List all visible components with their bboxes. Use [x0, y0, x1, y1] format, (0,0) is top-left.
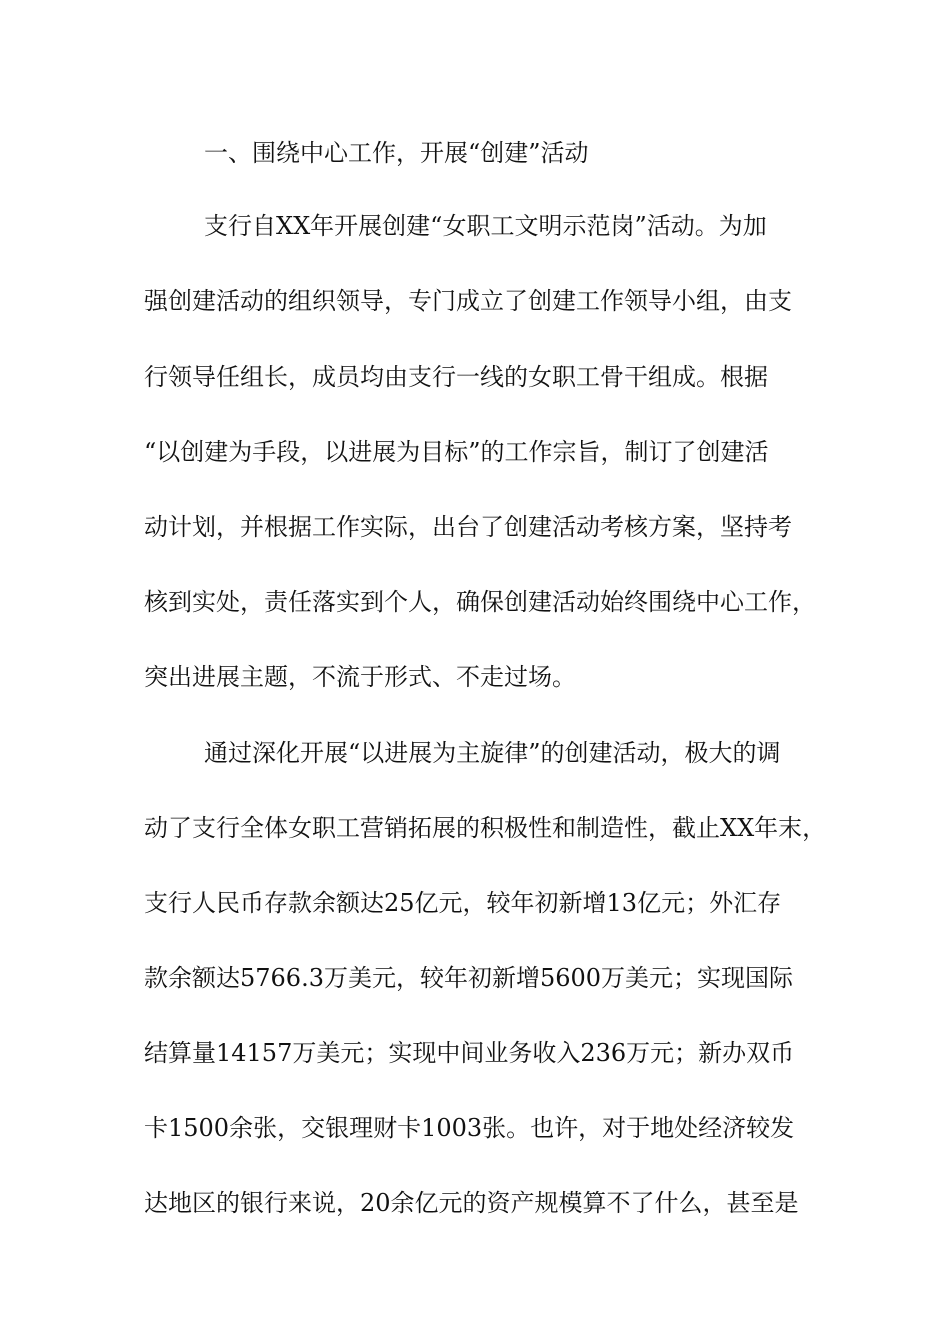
paragraph-2-line-4: 款余额达5766.3万美元，较年初新增5600万美元；实现国际	[144, 964, 794, 992]
paragraph-1-line-4: “以创建为手段，以进展为目标”的工作宗旨，制订了创建活	[144, 438, 769, 466]
paragraph-1-line-2: 强创建活动的组织领导，专门成立了创建工作领导小组，由支	[144, 287, 792, 315]
section-heading: 一、围绕中心工作，开展“创建”活动	[204, 139, 589, 167]
paragraph-1-line-6: 核到实处，责任落实到个人，确保创建活动始终围绕中心工作，	[144, 588, 816, 616]
paragraph-1-line-1: 支行自XX年开展创建“女职工文明示范岗”活动。为加	[204, 212, 767, 240]
paragraph-2-line-5: 结算量14157万美元；实现中间业务收入236万元；新办双币	[144, 1039, 795, 1067]
paragraph-2-line-7: 达地区的银行来说，20余亿元的资产规模算不了什么，甚至是	[144, 1189, 799, 1217]
paragraph-2-line-1: 通过深化开展“以进展为主旋律”的创建活动，极大的调	[204, 739, 781, 767]
paragraph-2-line-2: 动了支行全体女职工营销拓展的积极性和制造性，截止XX年末，	[144, 814, 827, 842]
paragraph-2-line-3: 支行人民币存款余额达25亿元，较年初新增13亿元；外汇存	[144, 889, 782, 917]
paragraph-1-line-3: 行领导任组长，成员均由支行一线的女职工骨干组成。根据	[144, 363, 768, 391]
paragraph-2-line-6: 卡1500余张，交银理财卡1003张。也许，对于地处经济较发	[144, 1114, 795, 1142]
paragraph-1-line-5: 动计划，并根据工作实际，出台了创建活动考核方案，坚持考	[144, 513, 792, 541]
paragraph-1-line-7: 突出进展主题，不流于形式、不走过场。	[144, 663, 576, 691]
